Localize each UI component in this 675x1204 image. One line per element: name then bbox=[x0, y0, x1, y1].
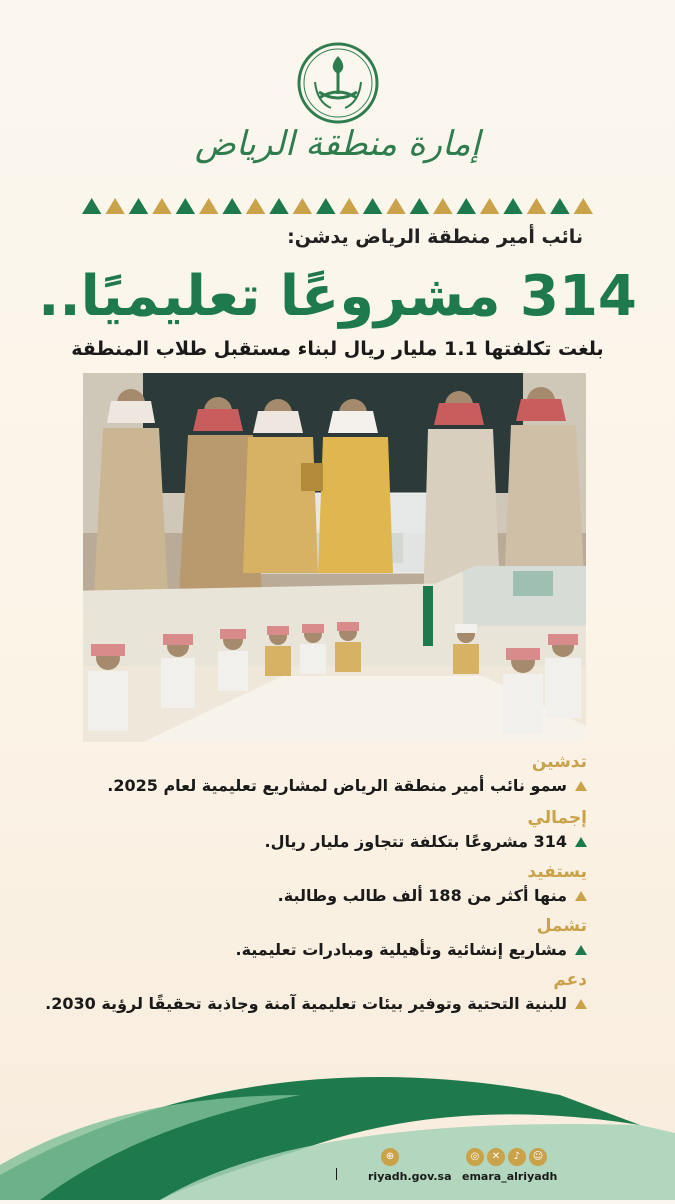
section-label: يستفيد bbox=[527, 862, 587, 882]
section-label: إجمالي bbox=[527, 808, 587, 828]
bullet-triangle-icon bbox=[575, 837, 587, 847]
section-text: 314 مشروعًا بتكلفة تتجاوز مليار ريال. bbox=[264, 832, 567, 851]
section-label: تدشين bbox=[531, 752, 587, 772]
footer-separator bbox=[336, 1168, 337, 1180]
subhead: بلغت تكلفتها 1.1 مليار ريال لبناء مستقبل طلاب المنطقة bbox=[71, 338, 604, 360]
social-handle[interactable]: emara_alriyadh bbox=[462, 1170, 558, 1183]
bullet-triangle-icon bbox=[575, 891, 587, 901]
bullet-triangle-icon bbox=[575, 945, 587, 955]
section-includes bbox=[67, 916, 587, 959]
section-launch bbox=[67, 752, 587, 795]
section-support bbox=[45, 970, 587, 1013]
bullet-triangle-icon bbox=[575, 781, 587, 791]
section-text: مشاريع إنشائية وتأهيلية ومبادرات تعليمية. bbox=[235, 940, 567, 959]
section-text: سمو نائب أمير منطقة الرياض لمشاريع تعليمية لعام 2025. bbox=[107, 776, 567, 795]
section-text: منها أكثر من 188 ألف طالب وطالبة. bbox=[277, 886, 567, 905]
x-icon[interactable]: ✕ bbox=[487, 1148, 505, 1166]
section-label: دعم bbox=[553, 970, 587, 990]
headline: 314 مشروعًا تعليميًا.. bbox=[38, 264, 637, 329]
snapchat-icon[interactable]: ☺ bbox=[529, 1148, 547, 1166]
globe-icon[interactable]: ⊕ bbox=[381, 1148, 399, 1166]
bottom-wave bbox=[0, 1055, 675, 1200]
section-label: تشمل bbox=[536, 916, 587, 936]
instagram-icon[interactable]: ◎ bbox=[466, 1148, 484, 1166]
section-beneficiaries bbox=[67, 862, 587, 905]
tiktok-icon[interactable]: ♪ bbox=[508, 1148, 526, 1166]
bullet-triangle-icon bbox=[575, 999, 587, 1009]
subtitle: نائب أمير منطقة الرياض يدشن: bbox=[287, 226, 583, 248]
emblem-logo bbox=[297, 42, 379, 124]
website-link[interactable]: riyadh.gov.sa bbox=[368, 1170, 452, 1183]
section-text: للبنية التحتية وتوفير بيئات تعليمية آمنة وجاذبة تحقيقًا لرؤية 2030. bbox=[45, 994, 567, 1013]
meeting-photo bbox=[83, 566, 586, 742]
section-total bbox=[67, 808, 587, 851]
triangle-border bbox=[80, 196, 595, 216]
logo-title: إمارة منطقة الرياض bbox=[194, 124, 481, 164]
